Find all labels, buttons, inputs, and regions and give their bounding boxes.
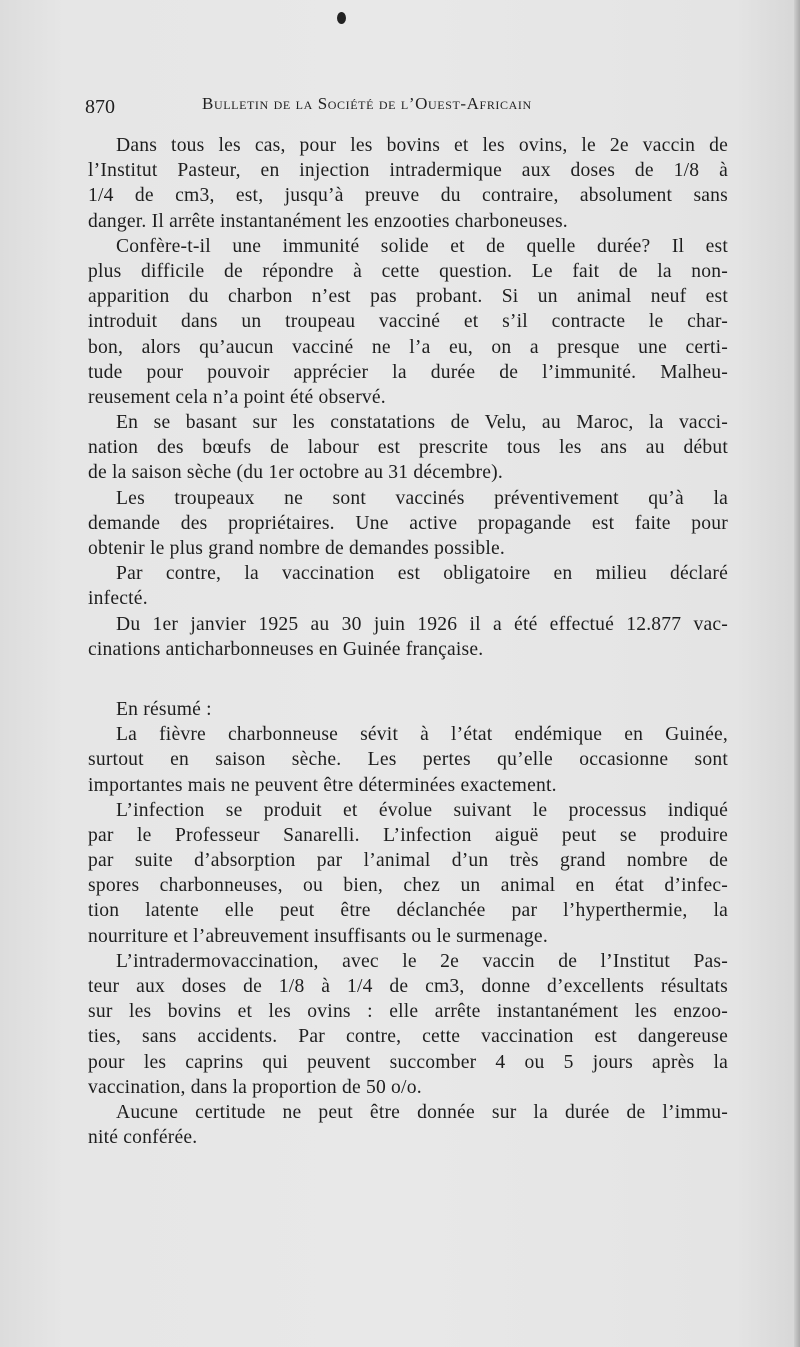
text-line: 1/4 de cm3, est, jusqu’à preuve du contraire, absolument sans	[88, 185, 728, 207]
running-title: Bulletin de la Société de l’Ouest-Africain	[202, 94, 532, 113]
ink-dot	[337, 12, 346, 24]
text-line: par suite d’absorption par l’animal d’un très grand nombre de	[88, 850, 728, 872]
text-line: bon, alors qu’aucun vacciné ne l’a eu, on a presque une certi-	[88, 336, 728, 358]
text-line: L’infection se produit et évolue suivant le processus indiqué	[116, 799, 728, 821]
text-line: de la saison sèche (du 1er octobre au 31 décembre).	[88, 462, 503, 484]
text-line: nité conférée.	[88, 1127, 198, 1149]
text-line: spores charbonneuses, ou bien, chez un animal en état d’infec-	[88, 875, 728, 897]
text-line: l’Institut Pasteur, en injection intradermique aux doses de 1/8 à	[88, 160, 728, 182]
text-line: teur aux doses de 1/8 à 1/4 de cm3, donne d’excellents résultats	[88, 976, 728, 997]
text-line: Confère-t-il une immunité solide et de quelle durée? Il est	[116, 235, 728, 257]
text-line: Aucune certitude ne peut être donnée sur la durée de l’immu-	[116, 1101, 728, 1123]
page-header	[85, 90, 725, 120]
text-line: apparition du charbon n’est pas probant. Si un animal neuf est	[88, 286, 728, 308]
text-line: sur les bovins et les ovins : elle arrête instantanément les enzoo-	[88, 1001, 728, 1023]
text-line: Par contre, la vaccination est obligatoire en milieu déclaré	[116, 563, 728, 585]
page-edge	[794, 0, 800, 1347]
text-line: cinations anticharbonneuses en Guinée française.	[88, 638, 484, 660]
text-line: surtout en saison sèche. Les pertes qu’elle occasionne sont	[88, 749, 728, 771]
text-line: plus difficile de répondre à cette question. Le fait de la non-	[88, 260, 728, 282]
text-line: pour les caprins qui peuvent succomber 4 ou 5 jours après la	[88, 1051, 728, 1073]
text-line: vaccination, dans la proportion de 50 o/o.	[88, 1076, 422, 1098]
text-line: par le Professeur Sanarelli. L’infection aiguë peut se produire	[88, 824, 728, 846]
text-line: En se basant sur les constatations de Velu, au Maroc, la vacci-	[116, 412, 728, 434]
text-line: L’intradermovaccination, avec le 2e vaccin de l’Institut Pas-	[116, 950, 728, 972]
text-line: Les troupeaux ne sont vaccinés préventivement qu’à la	[116, 487, 728, 509]
text-line: Du 1er janvier 1925 au 30 juin 1926 il a été effectué 12.877 vac-	[116, 613, 728, 635]
text-line: danger. Il arrête instantanément les enzooties charboneuses.	[88, 210, 568, 232]
paragraph-gap	[88, 662, 728, 697]
text-line: En résumé :	[116, 698, 212, 720]
text-line: tion latente elle peut être déclanchée par l’hyperthermie, la	[88, 900, 728, 922]
text-line: importantes mais ne peuvent être déterminées exactement.	[88, 774, 557, 796]
text-line: nourriture et l’abreuvement insuffisants ou le surmenage.	[88, 925, 548, 947]
text-line: introduit dans un troupeau vacciné et s’il contracte le char-	[88, 311, 728, 333]
text-line: ties, sans accidents. Par contre, cette vaccination est dangereuse	[88, 1026, 728, 1048]
text-line: reusement cela n’a point été observé.	[88, 386, 386, 408]
text-line: obtenir le plus grand nombre de demandes possible.	[88, 538, 506, 559]
text-line: infecté.	[88, 588, 148, 610]
page-number: 870	[85, 96, 115, 118]
text-line: La fièvre charbonneuse sévit à l’état endémique en Guinée,	[116, 724, 728, 746]
text-line: Dans tous les cas, pour les bovins et les ovins, le 2e vaccin de	[116, 135, 728, 156]
body-text	[88, 133, 728, 1150]
text-line: demande des propriétaires. Une active propagande est faite pour	[88, 512, 728, 534]
text-line: tude pour pouvoir apprécier la durée de l’immunité. Malheu-	[88, 361, 728, 383]
text-line: nation des bœufs de labour est prescrite tous les ans au début	[88, 437, 728, 459]
